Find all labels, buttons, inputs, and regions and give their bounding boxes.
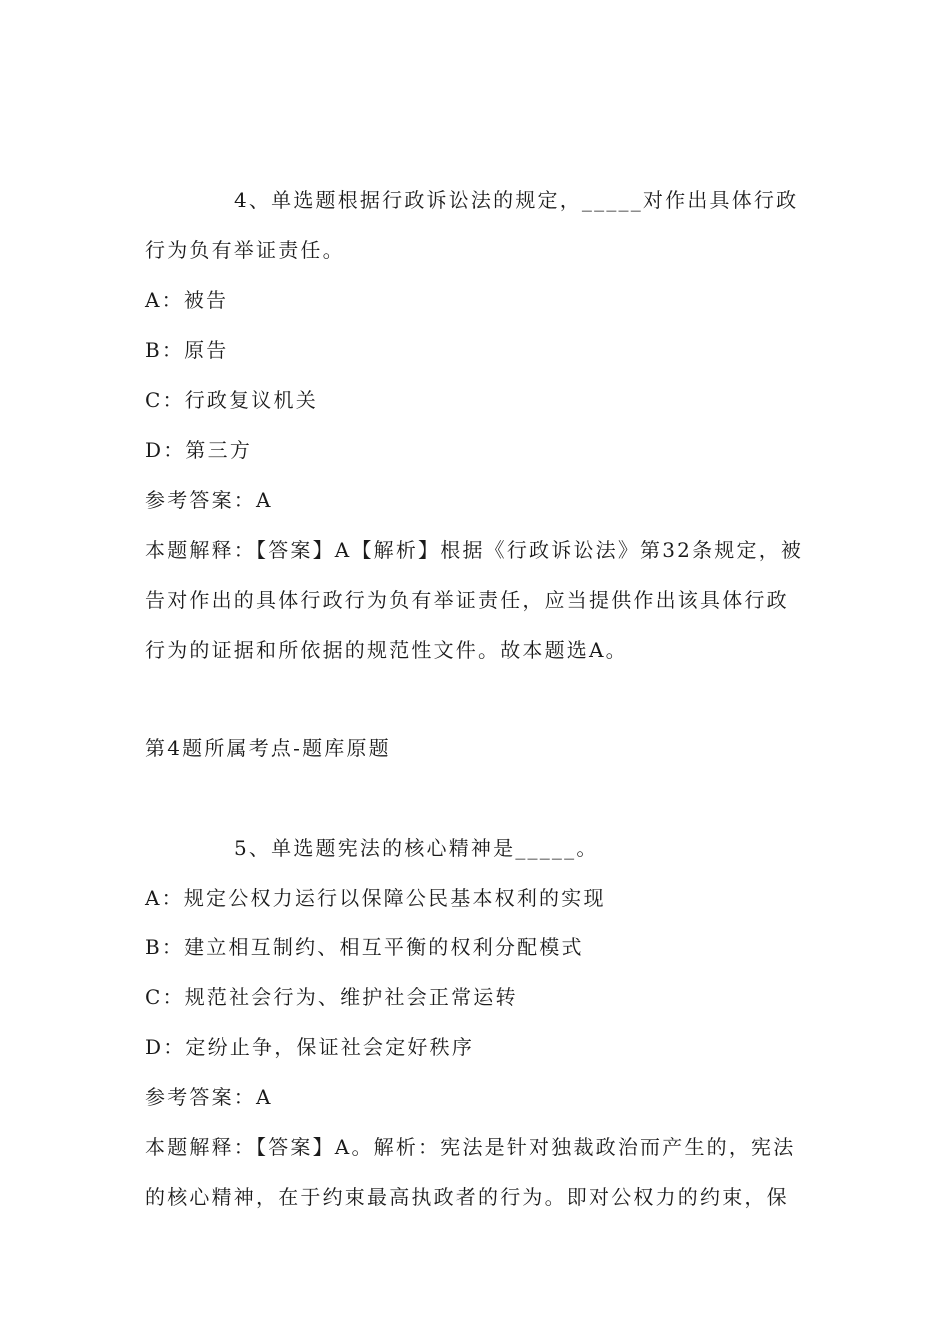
q4-stem-line1: 4、单选题根据行政诉讼法的规定，_____对作出具体行政 (234, 188, 799, 212)
q5-explanation-line2: 的核心精神，在于约束最高执政者的行为。即对公权力的约束，保 (145, 1185, 789, 1209)
q4-explanation-line1: 本题解释：【答案】A【解析】根据《行政诉讼法》第32条规定，被 (145, 538, 804, 562)
q4-explanation-line3: 行为的证据和所依据的规范性文件。故本题选A。 (145, 638, 628, 662)
q4-option-b: B：原告 (145, 338, 229, 362)
q5-option-b: B：建立相互制约、相互平衡的权利分配模式 (145, 935, 584, 959)
q5-option-c: C：规范社会行为、维护社会正常运转 (145, 985, 518, 1009)
q4-answer: 参考答案：A (145, 488, 273, 512)
q5-answer: 参考答案：A (145, 1085, 273, 1109)
q4-option-a: A：被告 (145, 288, 229, 312)
q4-explanation-line2: 告对作出的具体行政行为负有举证责任，应当提供作出该具体行政 (145, 588, 789, 612)
q4-option-d: D：第三方 (145, 438, 253, 462)
q4-stem-line2: 行为负有举证责任。 (145, 238, 345, 262)
q5-stem-line1: 5、单选题宪法的核心精神是_____。 (234, 836, 599, 860)
q5-explanation-line1: 本题解释：【答案】A。解析：宪法是针对独裁政治而产生的，宪法 (145, 1135, 796, 1159)
q4-topic: 第4题所属考点-题库原题 (145, 736, 391, 760)
q5-option-d: D：定纷止争，保证社会定好秩序 (145, 1035, 475, 1059)
q4-option-c: C：行政复议机关 (145, 388, 318, 412)
q5-option-a: A：规定公权力运行以保障公民基本权利的实现 (145, 886, 606, 910)
